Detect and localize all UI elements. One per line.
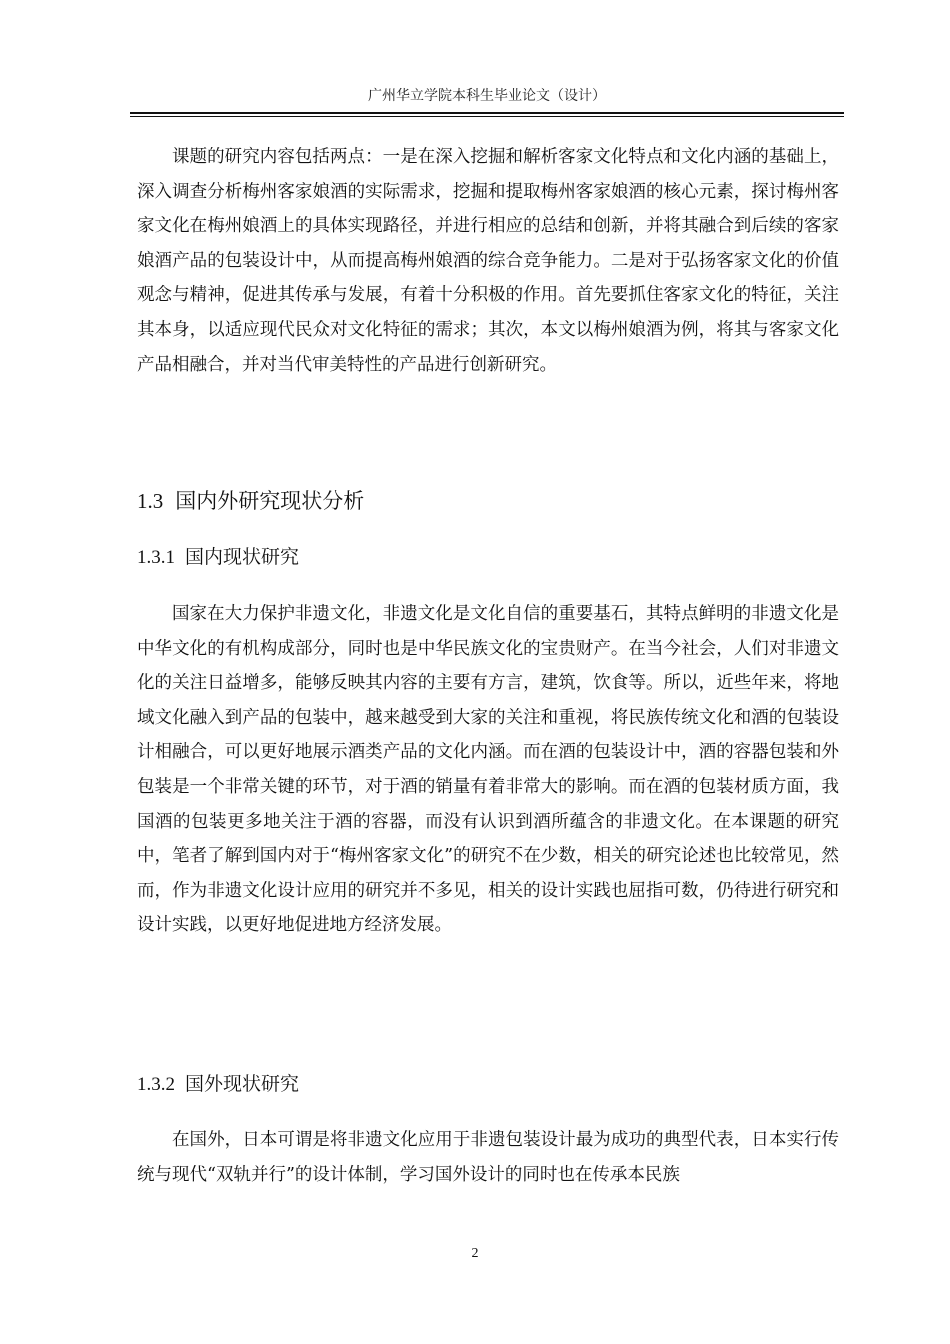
section-number: 1.3: [137, 489, 164, 513]
subsection-heading-1-3-2: [137, 1070, 839, 1099]
section-title: 国内外研究现状分析: [175, 489, 365, 513]
paragraph-foreign-research: 在国外，日本可谓是将非遗文化应用于非遗包装设计最为成功的典型代表，日本实行传统与现代“双轨并行”的设计体制，学习国外设计的同时也在传承本民族: [137, 1130, 839, 1185]
page-header-title: 广州华立学院本科生毕业论文（设计）: [368, 88, 606, 104]
section-heading-1-3: [137, 486, 839, 516]
header-rule-thin: [130, 116, 844, 117]
paragraph-domestic-research: 国家在大力保护非遗文化，非遗文化是文化自信的重要基石，其特点鲜明的非遗文化是中华文化的有机构成部分，同时也是中华民族文化的宝贵财产。在当今社会，人们对非遗文化的关注日益增多，能够反映其内容的主要有方言，建筑，饮食等。所以，近些年来，将地域文化融入到产品的包装中，越来越受到大家的关注和重视，将民族传统文化和酒的包装设计相融合，可以更好地展示酒类产品的文化内涵。而在酒的包装设计中，酒的容器包装和外包装是一个非常关键的环节，对于酒的销量有着非常大的影响。而在酒的包装材质方面，我国酒的包装更多地关注于酒的容器，而没有认识到酒所蕴含的非遗文化。在本课题的研究中，笔者了解到国内对于“梅州客家文化”的研究不在少数，相关的研究论述也比较常见，然而，作为非遗文化设计应用的研究并不多见，相关的设计实践也屈指可数，仍待进行研究和设计实践，以更好地促进地方经济发展。: [137, 604, 839, 936]
subsection-heading-1-3-1: [137, 543, 839, 572]
subsection-title: 国外现状研究: [185, 1073, 300, 1095]
subsection-number: 1.3.1: [137, 547, 175, 568]
subsection-number: 1.3.2: [137, 1074, 175, 1095]
paragraph-research-content: 课题的研究内容包括两点：一是在深入挖掘和解析客家文化特点和文化内涵的基础上，深入调查分析梅州客家娘酒的实际需求，挖掘和提取梅州客家娘酒的核心元素，探讨梅州客家文化在梅州娘酒上的具体实现路径，并进行相应的总结和创新，并将其融合到后续的客家娘酒产品的包装设计中，从而提高梅州娘酒的综合竞争能力。二是对于弘扬客家文化的价值观念与精神，促进其传承与发展，有着十分积极的作用。首先要抓住客家文化的特征，关注其本身，以适应现代民众对文化特征的需求；其次，本文以梅州娘酒为例，将其与客家文化产品相融合，并对当代审美特性的产品进行创新研究。: [137, 147, 839, 375]
header-rule-thick: [130, 112, 844, 114]
page-number: 2: [471, 1246, 479, 1261]
subsection-title: 国内现状研究: [185, 546, 300, 568]
